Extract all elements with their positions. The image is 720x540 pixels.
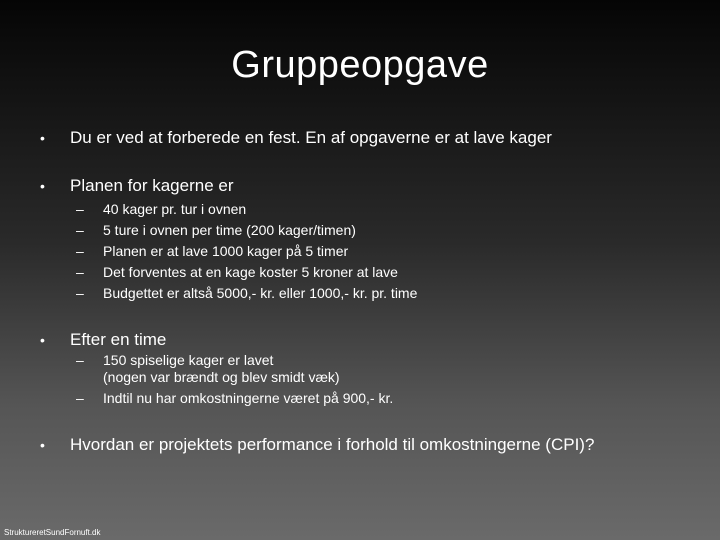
- sub-item: [76, 390, 393, 407]
- bullet-item: [40, 435, 594, 455]
- sub-item-text: Det forventes at en kage koster 5 kroner at lave: [103, 264, 398, 280]
- dash-symbol: –: [76, 390, 84, 406]
- sub-item-continuation: (nogen var brændt og blev smidt væk): [103, 369, 340, 385]
- bullet-symbol: •: [40, 332, 45, 348]
- bullet-symbol: •: [40, 437, 45, 453]
- bullet-item: [40, 128, 552, 148]
- sub-item: [76, 199, 417, 220]
- sub-item: [76, 262, 417, 283]
- sub-item-text: 5 ture i ovnen per time (200 kager/timen): [103, 222, 356, 238]
- bullet-text: Efter en time: [70, 330, 167, 349]
- dash-symbol: –: [76, 201, 84, 217]
- sub-item: [76, 283, 417, 304]
- bullet-item: [40, 176, 234, 196]
- dash-symbol: –: [76, 222, 84, 238]
- sub-item-text: 40 kager pr. tur i ovnen: [103, 201, 247, 217]
- sub-item: [76, 220, 417, 241]
- slide-title: Gruppeopgave: [231, 44, 489, 86]
- plan-sublist: [76, 199, 417, 304]
- bullet-text: Planen for kagerne er: [70, 176, 234, 195]
- sub-item-text: Budgettet er altså 5000,- kr. eller 1000,- kr. pr. time: [103, 285, 418, 301]
- dash-symbol: –: [76, 352, 84, 368]
- sub-item: [76, 241, 417, 262]
- dash-symbol: –: [76, 243, 84, 259]
- bullet-text: Du er ved at forberede en fest. En af opgaverne er at lave kager: [70, 128, 552, 147]
- sub-item-text: Indtil nu har omkostningerne været på 900,- kr.: [103, 390, 394, 406]
- bullet-item: [40, 330, 166, 350]
- sub-item-text: 150 spiselige kager er lavet: [103, 352, 274, 368]
- footer-source: StruktureretSundFornuft.dk: [4, 528, 101, 537]
- dash-symbol: –: [76, 285, 84, 301]
- bullet-symbol: •: [40, 130, 45, 146]
- bullet-symbol: •: [40, 178, 45, 194]
- dash-symbol: –: [76, 264, 84, 280]
- sub-item-text: Planen er at lave 1000 kager på 5 timer: [103, 243, 349, 259]
- bullet-text: Hvordan er projektets performance i forhold til omkostningerne (CPI)?: [70, 435, 595, 454]
- sub-item: [76, 352, 393, 369]
- after-sublist: [76, 352, 393, 407]
